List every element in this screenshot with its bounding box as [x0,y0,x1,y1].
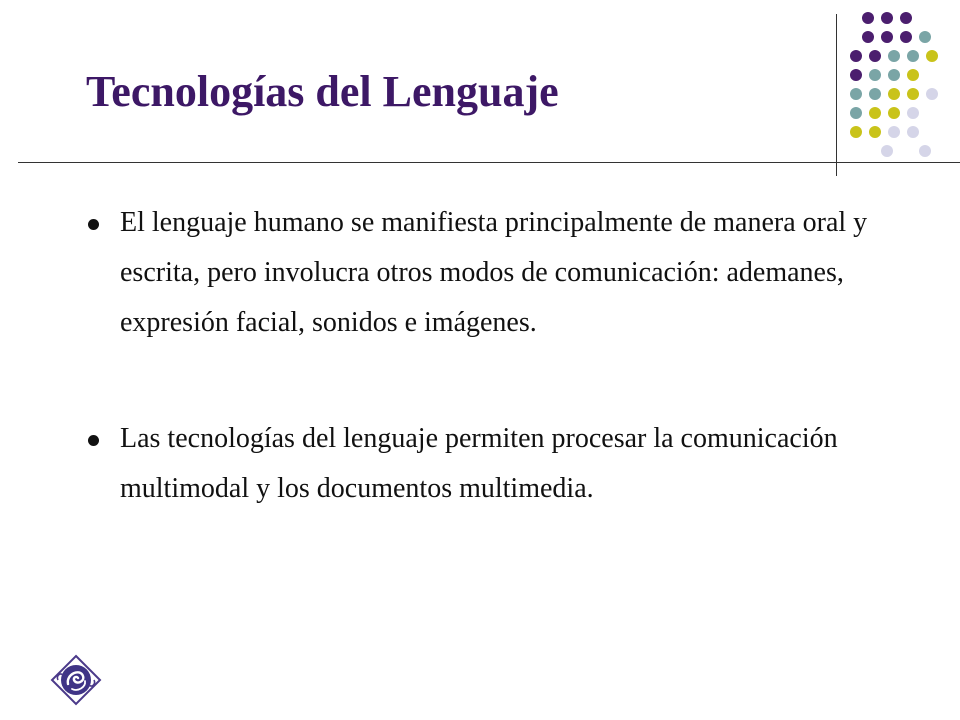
round-bullet-icon [88,435,99,446]
decorative-dot [881,31,893,43]
decorative-dot [862,12,874,24]
decorative-dot [881,12,893,24]
decorative-dot [907,126,919,138]
decorative-dot [888,69,900,81]
decorative-dot [926,88,938,100]
decorative-dot [919,31,931,43]
decorative-dot [888,126,900,138]
decorative-dot [869,50,881,62]
decorative-dot [850,88,862,100]
decorative-dot [907,69,919,81]
decorative-dot [850,69,862,81]
decorative-dot [869,107,881,119]
decorative-dot [888,88,900,100]
decorative-dot [888,107,900,119]
decorative-dot [919,145,931,157]
decorative-dot [850,126,862,138]
title-divider-horizontal [18,162,960,163]
bullet-text: Las tecnologías del lenguaje permiten procesar la comunicación multimodal y los documentos multimedia. [120,423,838,504]
title-divider-vertical [836,14,837,176]
decorative-dot [869,126,881,138]
slide-title: Tecnologías del Lenguaje [86,67,559,116]
decorative-dot [862,31,874,43]
bullet-list [80,198,880,514]
decorative-dot [850,107,862,119]
swirl-emblem-icon [50,654,102,706]
decorative-dot [926,50,938,62]
bullet-text: El lenguaje humano se manifiesta principalmente de manera oral y escrita, pero involucra otros modos de comunicación: ademanes, expresión facial, sonidos e imágenes. [120,207,868,338]
bullet-item [80,414,880,514]
bullet-item [80,198,880,348]
decorative-dot [881,145,893,157]
decorative-dot [869,88,881,100]
decorative-dot [907,50,919,62]
decorative-dot [869,69,881,81]
decorative-dot [900,12,912,24]
round-bullet-icon [88,219,99,230]
decorative-dot [888,50,900,62]
decorative-dot [907,88,919,100]
decorative-dot [907,107,919,119]
decorative-dot [850,50,862,62]
decorative-dot [900,31,912,43]
